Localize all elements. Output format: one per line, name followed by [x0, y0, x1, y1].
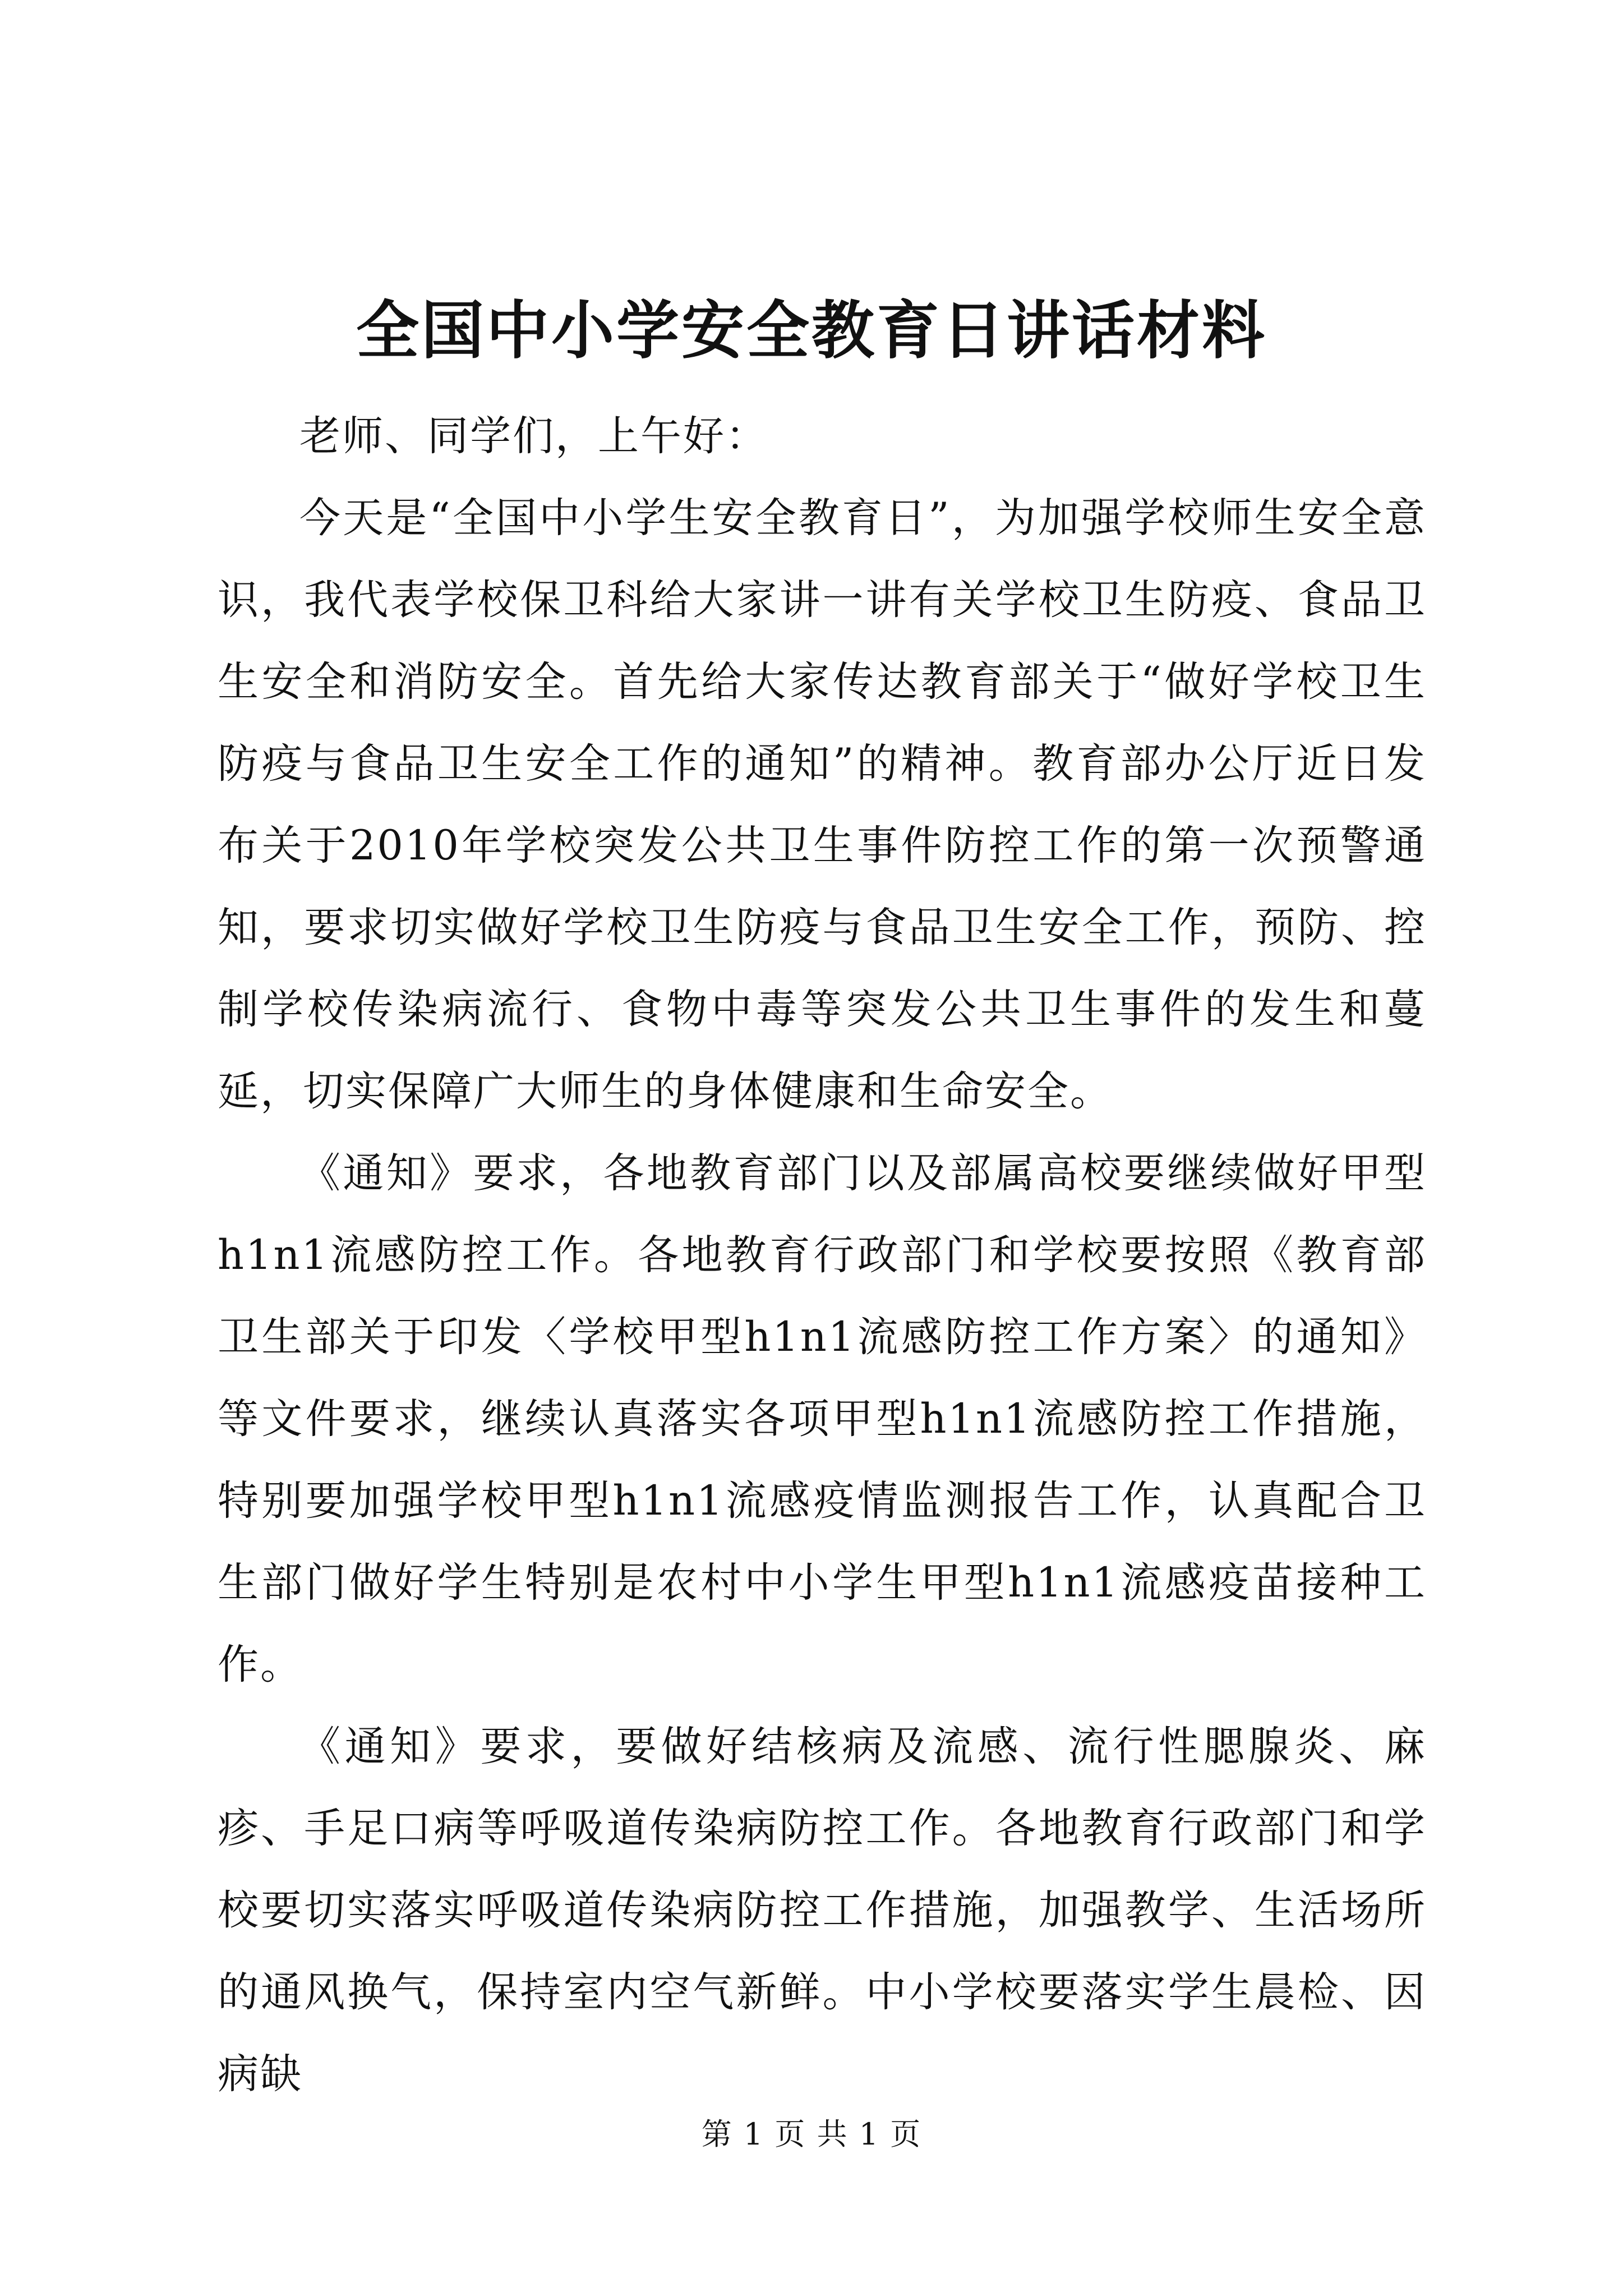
- page-footer: 第 1 页 共 1 页: [701, 2116, 922, 2152]
- document-title: 全国中小学安全教育日讲话材料: [356, 294, 1267, 367]
- paragraph-2: 《通知》要求，各地教育部门以及部属高校要继续做好甲型h1n1流感防控工作。各地教育行政部门和学校要按照《教育部卫生部关于印发〈学校甲型h1n1流感防控工作方案〉的通知》等文件要求，继续认真落实各项甲型h1n1流感防控工作措施，特别要加强学校甲型h1n1流感疫情监测报告工作，认真配合卫生部门做好学生特别是农村中小学生甲型h1n1流感疫苗接种工作。: [218, 1149, 1427, 1688]
- greeting-line: 老师、同学们，上午好：: [299, 412, 768, 460]
- paragraph-3: 《通知》要求，要做好结核病及流感、流行性腮腺炎、麻疹、手足口病等呼吸道传染病防控工作。各地教育行政部门和学校要切实落实呼吸道传染病防控工作措施，加强教学、生活场所的通风换气，保持室内空气新鲜。中小学校要落实学生晨检、因病缺: [218, 1723, 1427, 2098]
- paragraph-1: 今天是“全国中小学生安全教育日”，为加强学校师生安全意识，我代表学校保卫科给大家讲一讲有关学校卫生防疫、食品卫生安全和消防安全。首先给大家传达教育部关于“做好学校卫生防疫与食品卫生安全工作的通知”的精神。教育部办公厅近日发布关于2010年学校突发公共卫生事件防控工作的第一次预警通知，要求切实做好学校卫生防疫与食品卫生安全工作，预防、控制学校传染病流行、食物中毒等突发公共卫生事件的发生和蔓延，切实保障广大师生的身体健康和生命安全。: [218, 494, 1427, 1115]
- document-body: [218, 395, 1427, 2115]
